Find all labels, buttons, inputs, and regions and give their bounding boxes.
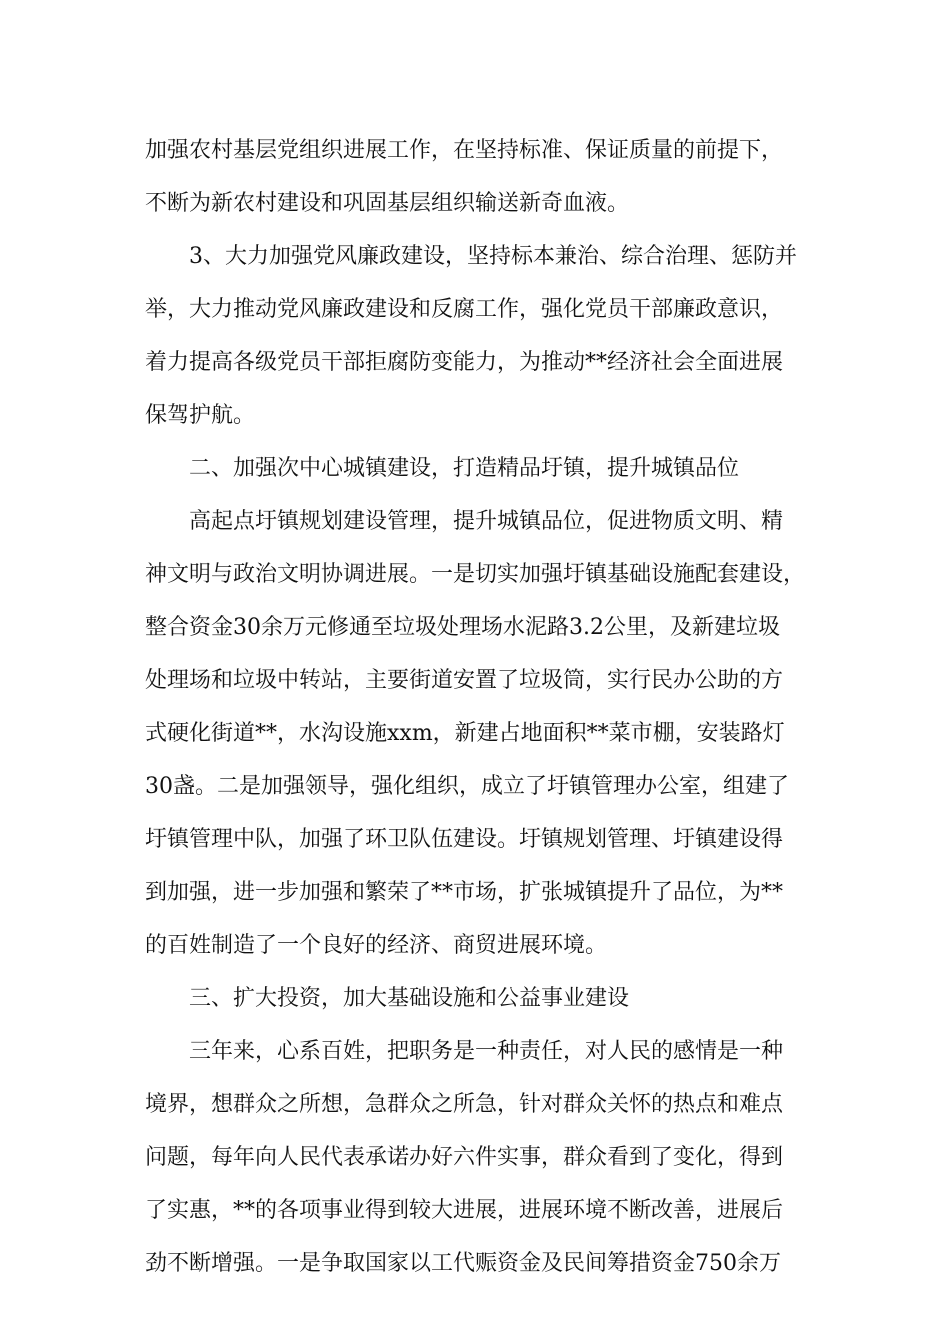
text-line: 保驾护航。 — [145, 403, 256, 428]
section-heading: 二、加强次中心城镇建设，打造精品圩镇，提升城镇品位 — [189, 456, 740, 481]
text-line: 着力提高各级党员干部拒腐防变能力，为推动**经济社会全面进展 — [145, 350, 784, 375]
text-line: 处理场和垃圾中转站，主要街道安置了垃圾筒，实行民办公助的方 — [145, 668, 784, 693]
text-line: 到加强，进一步加强和繁荣了**市场，扩张城镇提升了品位，为** — [145, 880, 784, 905]
text-line: 30盏。二是加强领导，强化组织，成立了圩镇管理办公室，组建了 — [145, 774, 789, 799]
paragraph-start-line: 三年来，心系百姓，把职务是一种责任，对人民的感情是一种 — [189, 1039, 784, 1064]
text-line: 问题，每年向人民代表承诺办好六件实事，群众看到了变化，得到 — [145, 1145, 784, 1170]
text-line: 境界，想群众之所想，急群众之所急，针对群众关怀的热点和难点 — [145, 1092, 784, 1117]
text-line: 式硬化街道**，水沟设施xxm，新建占地面积**菜市棚，安装路灯 — [145, 721, 785, 746]
paragraph-start-line: 高起点圩镇规划建设管理，提升城镇品位，促进物质文明、精 — [189, 509, 784, 534]
paragraph-start-line: 3、大力加强党风廉政建设，坚持标本兼治、综合治理、惩防并 — [189, 244, 797, 269]
text-line: 圩镇管理中队，加强了环卫队伍建设。圩镇规划管理、圩镇建设得 — [145, 827, 784, 852]
text-line: 劲不断增强。一是争取国家以工代赈资金及民间筹措资金750余万 — [145, 1251, 781, 1276]
document-body — [145, 124, 815, 1290]
text-line: 加强农村基层党组织进展工作，在坚持标准、保证质量的前提下， — [145, 138, 784, 163]
text-line: 整合资金30余万元修通至垃圾处理场水泥路3.2公里，及新建垃圾 — [145, 615, 780, 640]
text-line: 了实惠，**的各项事业得到较大进展，进展环境不断改善，进展后 — [145, 1198, 784, 1223]
text-line: 的百姓制造了一个良好的经济、商贸进展环境。 — [145, 933, 608, 958]
section-heading: 三、扩大投资，加大基础设施和公益事业建设 — [189, 986, 630, 1011]
text-line: 举，大力推动党风廉政建设和反腐工作，强化党员干部廉政意识， — [145, 297, 784, 322]
text-line: 神文明与政治文明协调进展。一是切实加强圩镇基础设施配套建设， — [145, 562, 806, 587]
text-line: 不断为新农村建设和巩固基层组织输送新奇血液。 — [145, 191, 630, 216]
